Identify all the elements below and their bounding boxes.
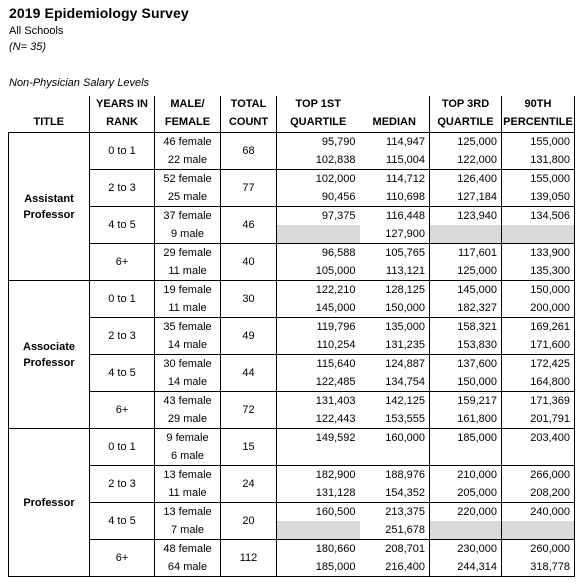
row-title [9,281,90,429]
median: 116,448 [360,207,430,226]
male-female-count: 48 female [155,540,221,559]
section-label: Non-Physician Salary Levels [9,77,150,89]
top1-quartile [277,521,360,540]
90th-percentile: 155,000 [502,133,575,152]
90th-percentile [502,521,575,540]
male-female-count: 9 male [155,225,221,244]
top3-quartile: 244,314 [430,558,502,577]
total-count: 112 [221,540,277,577]
years-in-rank: 4 to 5 [90,355,155,392]
table-row [9,429,575,448]
median: 114,712 [360,170,430,189]
total-count: 40 [221,244,277,281]
years-in-rank: 6+ [90,244,155,281]
90th-percentile: 150,000 [502,281,575,300]
top3-quartile: 182,327 [430,299,502,318]
median: 153,555 [360,410,430,429]
male-female-count: 6 male [155,447,221,466]
table-row [9,244,575,263]
male-female-count: 35 female [155,318,221,337]
header-mf-2: FEMALE [155,113,221,133]
male-female-count: 29 female [155,244,221,263]
top1-quartile: 182,900 [277,466,360,485]
years-in-rank: 2 to 3 [90,170,155,207]
header-title: TITLE [9,113,90,133]
salary-table [8,96,575,577]
90th-percentile: 266,000 [502,466,575,485]
top1-quartile: 131,128 [277,484,360,503]
median: 216,400 [360,558,430,577]
total-count: 77 [221,170,277,207]
median: 150,000 [360,299,430,318]
median: 135,000 [360,318,430,337]
header-total-2: COUNT [221,113,277,133]
top3-quartile: 125,000 [430,133,502,152]
header-years-2: RANK [90,113,155,133]
row-title-line2: Professor [23,356,75,369]
header-total-1: TOTAL [221,96,277,113]
row-title-line2: Professor [23,208,75,221]
years-in-rank: 0 to 1 [90,429,155,466]
top3-quartile: 117,601 [430,244,502,263]
male-female-count: 22 male [155,151,221,170]
top3-quartile: 137,600 [430,355,502,374]
median: 154,352 [360,484,430,503]
90th-percentile: 169,261 [502,318,575,337]
top3-quartile: 161,800 [430,410,502,429]
90th-percentile: 200,000 [502,299,575,318]
table-row [9,170,575,189]
top1-quartile [277,225,360,244]
top3-quartile: 185,000 [430,429,502,448]
90th-percentile: 260,000 [502,540,575,559]
total-count: 49 [221,318,277,355]
top3-quartile: 126,400 [430,170,502,189]
median: 131,235 [360,336,430,355]
years-in-rank: 6+ [90,540,155,577]
table-row [9,133,575,152]
table-row [9,392,575,411]
top1-quartile: 122,485 [277,373,360,392]
total-count: 15 [221,429,277,466]
table-row [9,355,575,374]
median: 251,678 [360,521,430,540]
top3-quartile: 210,000 [430,466,502,485]
page-title: 2019 Epidemiology Survey [9,5,189,21]
row-title [9,133,90,281]
90th-percentile: 135,300 [502,262,575,281]
90th-percentile: 172,425 [502,355,575,374]
90th-percentile: 133,900 [502,244,575,263]
top1-quartile: 160,500 [277,503,360,522]
header-median-top [360,96,430,113]
top1-quartile: 149,592 [277,429,360,448]
row-title [9,429,90,577]
top1-quartile: 97,375 [277,207,360,226]
male-female-count: 52 female [155,170,221,189]
header-mf-1: MALE/ [155,96,221,113]
male-female-count: 14 male [155,373,221,392]
top1-quartile: 185,000 [277,558,360,577]
top3-quartile: 123,940 [430,207,502,226]
male-female-count: 7 male [155,521,221,540]
male-female-count: 29 male [155,410,221,429]
header-top3-2: QUARTILE [430,113,502,133]
top3-quartile: 158,321 [430,318,502,337]
years-in-rank: 2 to 3 [90,318,155,355]
top3-quartile: 127,184 [430,188,502,207]
total-count: 72 [221,392,277,429]
90th-percentile [502,225,575,244]
median [360,447,430,466]
median: 113,121 [360,262,430,281]
median: 142,125 [360,392,430,411]
median: 208,701 [360,540,430,559]
median: 213,375 [360,503,430,522]
years-in-rank: 0 to 1 [90,133,155,170]
top3-quartile: 159,217 [430,392,502,411]
male-female-count: 43 female [155,392,221,411]
90th-percentile: 240,000 [502,503,575,522]
total-count: 46 [221,207,277,244]
top3-quartile: 125,000 [430,262,502,281]
table-row [9,207,575,226]
header-top1-1: TOP 1ST [277,96,360,113]
top1-quartile: 102,838 [277,151,360,170]
median: 127,900 [360,225,430,244]
90th-percentile: 201,791 [502,410,575,429]
top1-quartile: 96,588 [277,244,360,263]
median: 110,698 [360,188,430,207]
row-title-line1: Professor [23,496,75,509]
top3-quartile [430,225,502,244]
years-in-rank: 4 to 5 [90,207,155,244]
male-female-count: 13 female [155,503,221,522]
top3-quartile [430,521,502,540]
header-p90-2: PERCENTILE [502,113,575,133]
top3-quartile: 220,000 [430,503,502,522]
years-in-rank: 0 to 1 [90,281,155,318]
top3-quartile [430,447,502,466]
top3-quartile: 145,000 [430,281,502,300]
median: 134,754 [360,373,430,392]
median: 115,004 [360,151,430,170]
subtitle-schools: All Schools [9,25,64,37]
total-count: 44 [221,355,277,392]
years-in-rank: 4 to 5 [90,503,155,540]
header-top1-2: QUARTILE [277,113,360,133]
top3-quartile: 153,830 [430,336,502,355]
male-female-count: 11 male [155,299,221,318]
male-female-count: 11 male [155,484,221,503]
years-in-rank: 6+ [90,392,155,429]
90th-percentile: 131,800 [502,151,575,170]
top1-quartile: 102,000 [277,170,360,189]
top1-quartile: 90,456 [277,188,360,207]
header-title-top [9,96,90,113]
90th-percentile: 164,800 [502,373,575,392]
median: 114,947 [360,133,430,152]
90th-percentile: 208,200 [502,484,575,503]
years-in-rank: 2 to 3 [90,466,155,503]
top1-quartile: 115,640 [277,355,360,374]
median: 188,976 [360,466,430,485]
90th-percentile: 139,050 [502,188,575,207]
total-count: 24 [221,466,277,503]
total-count: 30 [221,281,277,318]
top3-quartile: 150,000 [430,373,502,392]
90th-percentile: 171,600 [502,336,575,355]
90th-percentile: 203,400 [502,429,575,448]
top1-quartile: 180,660 [277,540,360,559]
total-count: 20 [221,503,277,540]
90th-percentile: 155,000 [502,170,575,189]
male-female-count: 19 female [155,281,221,300]
male-female-count: 25 male [155,188,221,207]
top1-quartile: 95,790 [277,133,360,152]
header-p90-1: 90TH [502,96,575,113]
male-female-count: 9 female [155,429,221,448]
row-title-line1: Associate [23,340,75,353]
median: 160,000 [360,429,430,448]
row-title-line1: Assistant [24,192,74,205]
90th-percentile [502,447,575,466]
header-years-1: YEARS IN [90,96,155,113]
top1-quartile: 105,000 [277,262,360,281]
male-female-count: 13 female [155,466,221,485]
male-female-count: 37 female [155,207,221,226]
top3-quartile: 230,000 [430,540,502,559]
top1-quartile: 122,443 [277,410,360,429]
top1-quartile: 119,796 [277,318,360,337]
male-female-count: 30 female [155,355,221,374]
table-row [9,281,575,300]
total-count: 68 [221,133,277,170]
header-top3-1: TOP 3RD [430,96,502,113]
table-row [9,503,575,522]
top1-quartile: 110,254 [277,336,360,355]
table-row [9,318,575,337]
male-female-count: 46 female [155,133,221,152]
table-row [9,466,575,485]
top1-quartile [277,447,360,466]
median: 124,887 [360,355,430,374]
male-female-count: 14 male [155,336,221,355]
top3-quartile: 122,000 [430,151,502,170]
top3-quartile: 205,000 [430,484,502,503]
male-female-count: 64 male [155,558,221,577]
top1-quartile: 131,403 [277,392,360,411]
90th-percentile: 318,778 [502,558,575,577]
top1-quartile: 145,000 [277,299,360,318]
median: 105,765 [360,244,430,263]
male-female-count: 11 male [155,262,221,281]
top1-quartile: 122,210 [277,281,360,300]
header-median: MEDIAN [360,113,430,133]
median: 128,125 [360,281,430,300]
sample-size-label: (N= 35) [9,41,46,53]
90th-percentile: 171,369 [502,392,575,411]
table-row [9,540,575,559]
90th-percentile: 134,506 [502,207,575,226]
